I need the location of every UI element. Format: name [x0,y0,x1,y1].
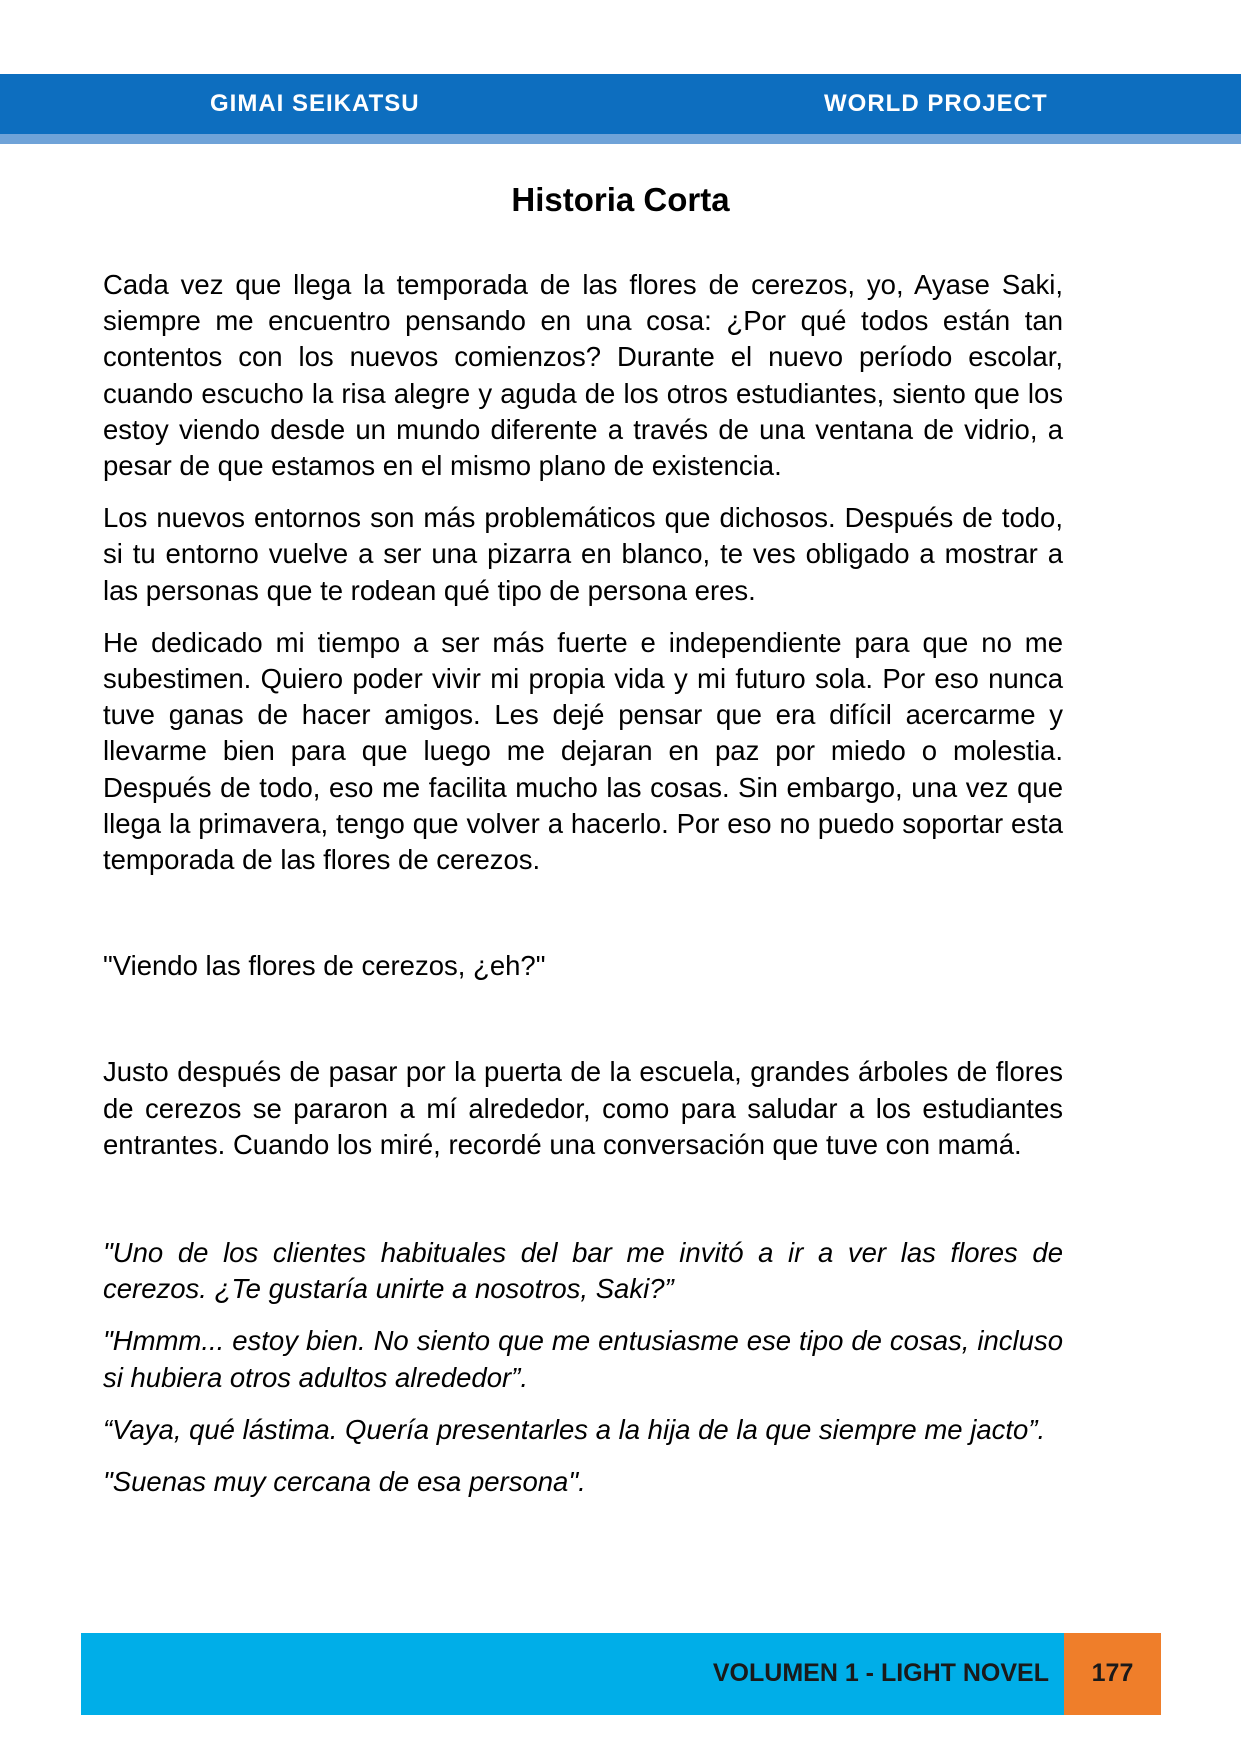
dialog-line: "Hmmm... estoy bien. No siento que me entusiasme ese tipo de cosas, incluso si hubiera otros adultos alrededor”. [103,1325,1063,1393]
page-number: 177 [1091,1659,1134,1687]
paragraph: "Viendo las flores de cerezos, ¿eh?" [103,950,546,982]
paragraph: Cada vez que llega la temporada de las flores de cerezos, yo, Ayase Saki, siempre me encuentro pensando en una cosa: ¿Por qué todos están tan contentos con los nuevos comienzos? Durante el nuevo período escolar, cuando escucho la risa alegre y aguda de los otros estudiantes, siento que los estoy viendo desde un mundo diferente a través de una ventana de vidrio, a pesar de que estamos en el mismo plano de existencia. [103,269,1063,482]
header-group-name: WORLD PROJECT [824,90,1048,117]
paragraph: Justo después de pasar por la puerta de la escuela, grandes árboles de flores de cerezos se pararon a mí alrededor, como para saludar a los estudiantes entrantes. Cuando los miré, recordé una conversación que tuve con mamá. [103,1056,1063,1160]
page-header-stripe [0,134,1241,144]
page-header-bar [0,74,1241,134]
header-series-title: GIMAI SEIKATSU [210,90,420,117]
story-body [103,267,1063,1516]
paragraph: He dedicado mi tiempo a ser más fuerte e independiente para que no me subestimen. Quiero poder vivir mi propia vida y mi futuro sola. Por eso nunca tuve ganas de hacer amigos. Les dejé pensar que era difícil acercarme y llevarme bien para que luego me dejaran en paz por miedo o molestia. Después de todo, eso me facilita mucho las cosas. Sin embargo, una vez que llega la primavera, tengo que volver a hacerlo. Por eso no puedo soportar esta temporada de las flores de cerezos. [103,626,1063,876]
dialog-line: "Uno de los clientes habituales del bar me invitó a ir a ver las flores de cerezos. ¿Te gustaría unirte a nosotros, Saki?” [103,1237,1063,1305]
footer-volume-label: VOLUMEN 1 - LIGHT NOVEL [712,1659,1049,1687]
dialog-line: "Suenas muy cercana de esa persona". [103,1466,586,1498]
paragraph: Los nuevos entornos son más problemáticos que dichosos. Después de todo, si tu entorno vuelve a ser una pizarra en blanco, te ves obligado a mostrar a las personas que te rodean qué tipo de persona eres. [103,502,1063,606]
dialog-line: “Vaya, qué lástima. Quería presentarles a la hija de la que siempre me jacto”. [103,1413,1046,1445]
page-title: Historia Corta [511,181,730,218]
